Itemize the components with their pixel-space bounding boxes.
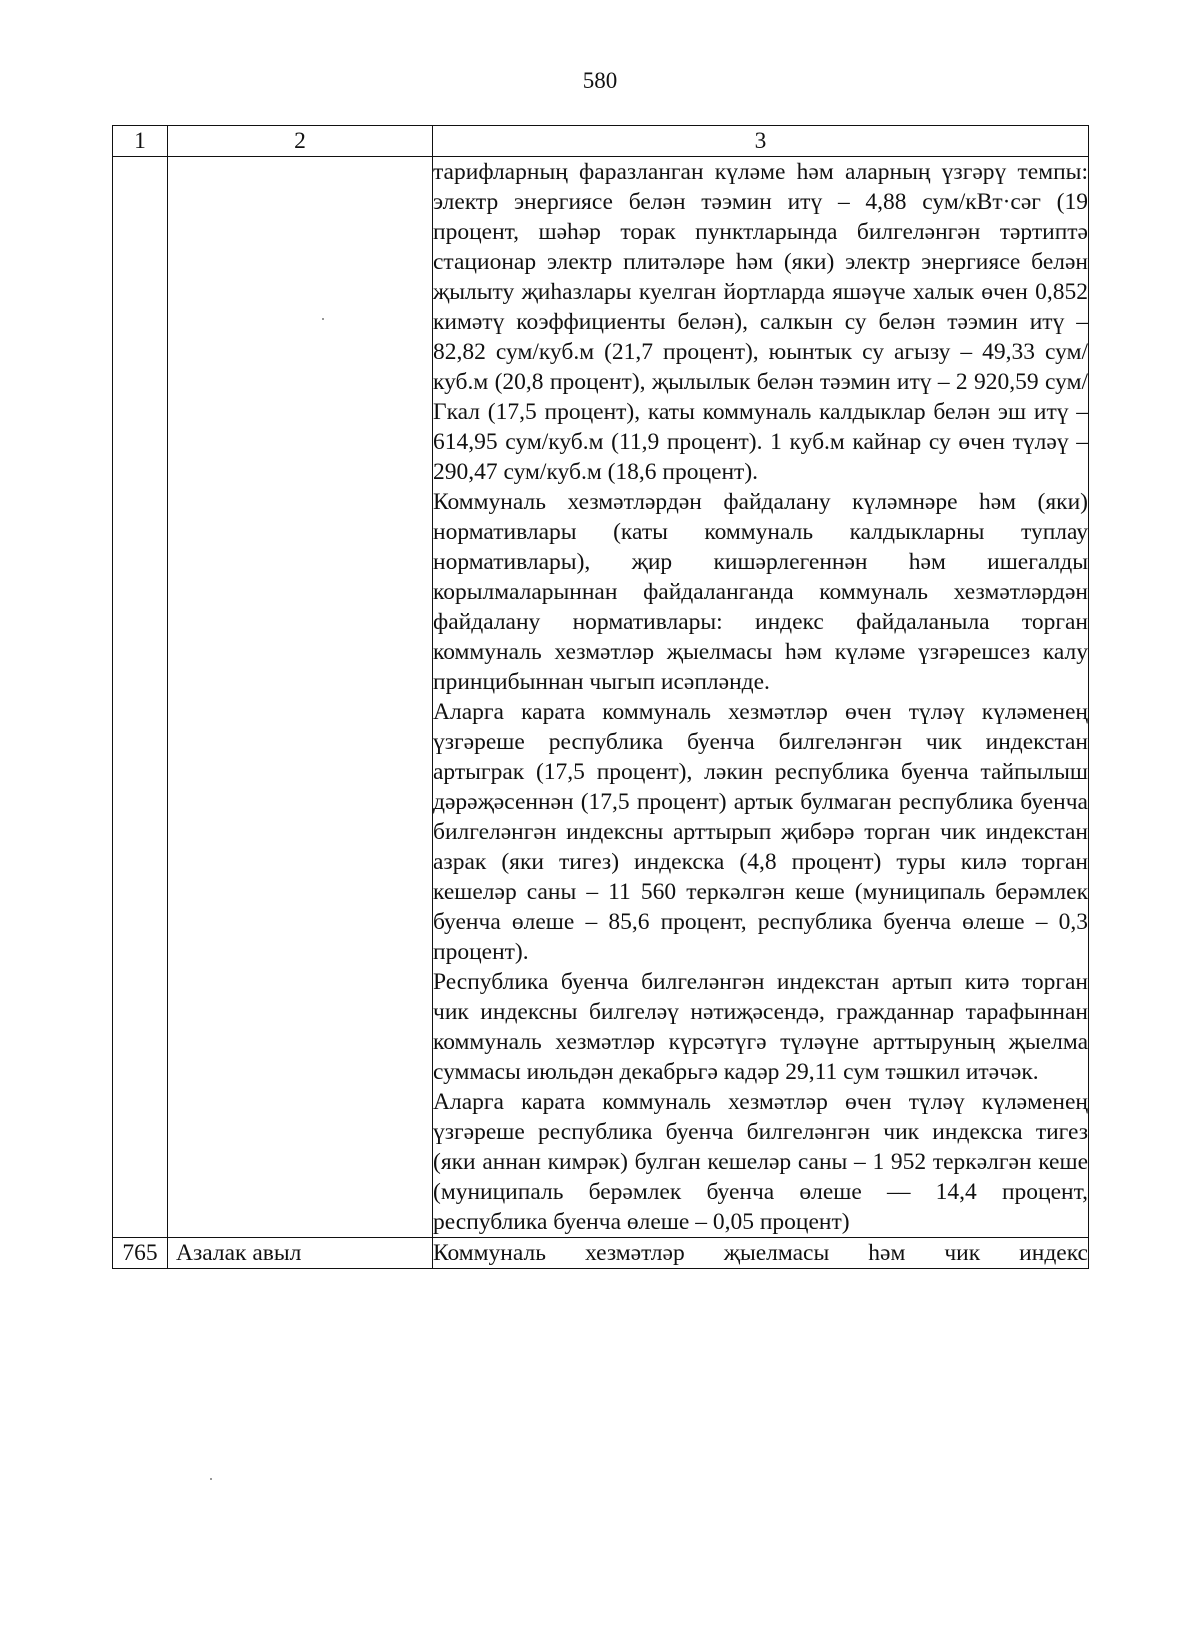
paragraph-last-row: Коммуналь хезмәтләр җыелмасы һәм чик индекс [433,1240,1088,1266]
table-row [113,1238,1089,1269]
table-header-row [113,126,1089,157]
header-col-3: 3 [433,126,1089,157]
municipality-table [112,125,1089,1269]
row-text-cell [433,157,1089,1238]
header-col-1: 1 [113,126,168,157]
row-name-cell [168,157,433,1238]
paragraph-total-increase: Республика буенча билгеләнгән индекстан артып китә торган чик индексны билгеләү нәтиҗәсендә, гражданнар тарафыннан коммуналь хезмәтләр күрсәтүгә түләүне арттыруның җыелма суммасы июльдән декабрьгә кадәр 29,11 сум тәшкил итәчәк. [433,969,1088,1085]
page-number: 580 [582,68,618,93]
scan-speck [210,1478,212,1480]
row-name-cell: Азалак авыл [168,1238,433,1269]
paragraph-above-index-people: Аларга карата коммуналь хезмәтләр өчен түләү күләменең үзгәреше республика буенча билгеләнгән чик индекстан артыграк (17,5 процент), ләкин республика буенча тайпылыш дәрәҗәсеннән (17,5 процент) артык булмаган республика буенча билгеләнгән индексны арттырып җибәрә торган чик индекстан азрак (яки тигез) индекска (4,8 процент) туры килә торган кешеләр саны – 11 560 теркәлгән кеше (муниципаль берәмлек буенча өлеше – 85,6 процент, республика буенча өлеше – 0,3 процент). [433,699,1088,965]
row-text-cell [433,1238,1089,1269]
paragraph-tariffs: тарифларның фаразланган күләме һәм аларның үзгәрү темпы: электр энергиясе белән тәэмин итү – 4,88 сум/кВт·сәг (19 процент, шәһәр торак пунктларында билгеләнгән тәртиптә стационар электр плитәләре һәм (яки) электр энергиясе белән җылыту җиһазлары куелган йортларда яшәүче халык өчен 0,852 кимәтү коэффициенты белән), салкын су белән тәэмин итү – 82,82 сум/куб.м (21,7 процент), юынтык су агызу – 49,33 сум/куб.м (20,8 процент), җылылык белән тәэмин итү – 2 920,59 сум/Гкал (17,5 процент), каты коммуналь калдыклар белән эш итү – 614,95 сум/куб.м (11,9 процент). 1 куб.м кайнар су өчен түләү – 290,47 сум/куб.м (18,6 процент). [433,159,1088,485]
scan-speck [322,318,324,320]
header-col-2: 2 [168,126,433,157]
row-number-cell [113,157,168,1238]
paragraph-within-index-people: Аларга карата коммуналь хезмәтләр өчен түләү күләменең үзгәреше республика буенча билгеләнгән чик индекска тигез (яки аннан кимрәк) булган кешеләр саны – 1 952 теркәлгән кеше (муниципаль берәмлек буенча өлеше –– 14,4 процент, республика буенча өлеше – 0,05 процент) [433,1089,1088,1235]
paragraph-consumption-norms: Коммуналь хезмәтләрдән файдалану күләмнәре һәм (яки) нормативлары (каты коммуналь калдыкларны туплау нормативлары), җир кишәрлегеннән һәм ишегалды корылмаларыннан файдаланганда коммуналь хезмәтләрдән файдалану нормативлары: индекс файдаланыла торган коммуналь хезмәтләр җыелмасы һәм күләме үзгәрешсез калу принцибыннан чыгып исәпләнде. [433,489,1088,695]
table-row-continuation [113,157,1089,1238]
row-number-cell: 765 [113,1238,168,1269]
